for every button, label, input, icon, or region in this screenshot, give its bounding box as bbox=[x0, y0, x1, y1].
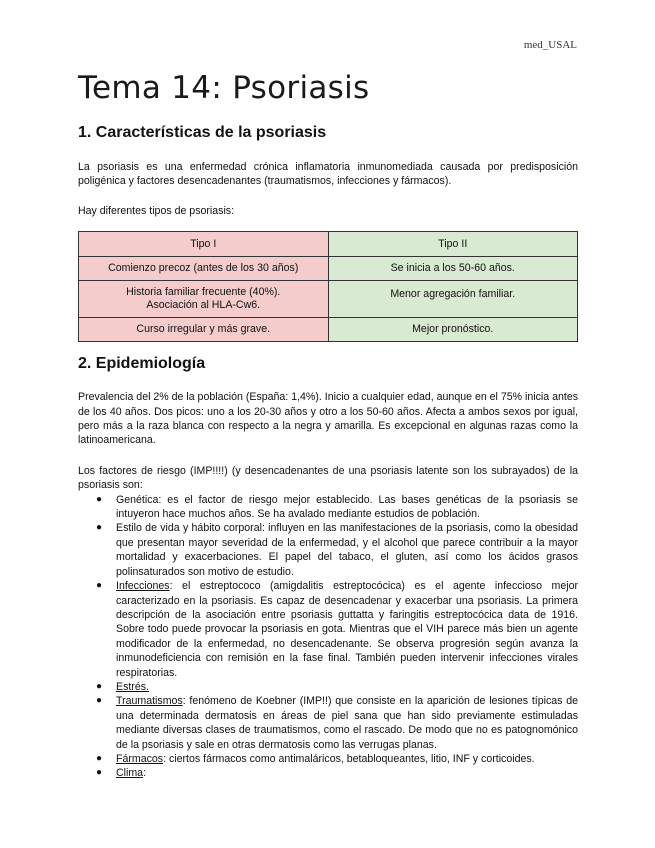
prevalence-paragraph: Prevalencia del 2% de la población (España: 1,4%). Inicio a cualquier edad, aunque en el 75% inicia antes de los 40 años. Dos picos: uno a los 20-30 años y otro a los 50-60 años. Afecta a ambos sexos por igual, pero más a la raza blanca con respecto a la negra y amarilla. Es excepcional en algunas razas como la latinoamericana. bbox=[78, 391, 579, 447]
bullet-text: : fenómeno de Koebner (IMP!!) que consiste en la aparición de lesiones típicas de una determinada dermatosis en áreas de piel sana que han sido previamente estimuladas mediante diversas clases de traumatismos, como el rascado. De modo que no es patognomónico de la psoriasis y sale en otras dermatosis como las verrugas planas. bbox=[116, 695, 578, 751]
bullet-text: : ciertos fármacos como antimaláricos, betabloqueantes, litio, INF y corticoides. bbox=[163, 752, 535, 765]
bullet-icon: ● bbox=[96, 767, 103, 779]
table-header-cell: Tipo II bbox=[328, 232, 578, 257]
list-item bbox=[78, 694, 578, 752]
section1-heading: 1. Características de la psoriasis bbox=[78, 124, 327, 141]
bullet-text: : bbox=[143, 767, 147, 780]
table-cell-line: Asociación al HLA-Cw6. bbox=[146, 299, 261, 312]
bullet-text: : el estreptococo (amigdalitis estreptocócica) es el agente infeccioso mejor caracterizado en la psoriasis. Es capaz de desencadenar y exacerbar una psoriasis. La primera descripción de la asociación entre psoriasis guttatta y faringitis estreptocócica data de 1916. Sobre todo puede provocar la psoriasis en gota. Mientras que el VIH parece más bien un agente modificador de la enfermedad, no desencadenante. Se observa progresión según avanza la inmunodeficiencia con remisión en la fase final. También pueden intervenir infecciones virales respiratorias. bbox=[116, 580, 578, 679]
psoriasis-types-table bbox=[78, 231, 578, 342]
bullet-label: Genética bbox=[116, 493, 159, 506]
bullet-icon: ● bbox=[96, 695, 103, 707]
bullet-text: : influyen en las manifestaciones de la psoriasis, como la obesidad que presentan mayor severidad de la enfermedad, y el alcohol que parece contribuir a la mayor mortalidad y exacerbaciones. El papel del tabaco, el gluten, así como los ácidos grasos polinsaturados son motivo de estudio. bbox=[116, 522, 578, 578]
section2-heading: 2. Epidemiología bbox=[78, 355, 206, 373]
site-label: med_USAL bbox=[523, 39, 577, 51]
list-item bbox=[78, 680, 578, 694]
bullet-label: Estilo de vida y hábito corporal bbox=[116, 522, 262, 535]
bullet-icon: ● bbox=[96, 522, 103, 534]
bullet-icon: ● bbox=[96, 752, 103, 764]
bullet-icon: ● bbox=[96, 493, 103, 505]
types-intro: Hay diferentes tipos de psoriasis: bbox=[78, 204, 235, 217]
table-row bbox=[79, 318, 578, 342]
risk-factors-list bbox=[78, 493, 578, 781]
table-cell: Curso irregular y más grave. bbox=[79, 318, 329, 342]
list-item bbox=[78, 766, 578, 780]
table-row bbox=[79, 281, 578, 318]
table-cell bbox=[79, 281, 329, 318]
document-body bbox=[78, 70, 578, 781]
bullet-label: Fármacos bbox=[116, 752, 164, 765]
table-header-row bbox=[79, 232, 578, 257]
list-item bbox=[78, 752, 578, 766]
table-header-cell: Tipo I bbox=[79, 232, 329, 257]
list-item bbox=[78, 493, 578, 522]
table-cell: Comienzo precoz (antes de los 30 años) bbox=[79, 257, 329, 281]
bullet-icon: ● bbox=[96, 580, 103, 592]
section1-intro: La psoriasis es una enfermedad crónica inflamatoria inmunomediada causada por predisposición poligénica y factores desencadenantes (traumatismos, infecciones y fármacos). bbox=[78, 161, 578, 188]
bullet-label: Estrés. bbox=[116, 680, 149, 693]
bullet-text: : es el factor de riesgo mejor establecido. Las bases genéticas de la psoriasis se intuyeron hace muchos años. Se ha avalado mediante estudios de población. bbox=[116, 493, 578, 521]
bullet-icon: ● bbox=[96, 680, 103, 692]
bullet-label: Infecciones bbox=[116, 580, 170, 593]
table-cell: Se inicia a los 50-60 años. bbox=[328, 257, 578, 281]
page-title: Tema 14: Psoriasis bbox=[78, 70, 370, 106]
table-cell: Mejor pronóstico. bbox=[328, 318, 578, 342]
table-cell-line: Historia familiar frecuente (40%). bbox=[126, 286, 281, 299]
risk-factors-intro: Los factores de riesgo (IMP!!!!) (y desencadenantes de una psoriasis latente son los subrayados) de la psoriasis son: bbox=[78, 464, 578, 492]
bullet-label: Clima bbox=[116, 767, 144, 780]
table-cell: Menor agregación familiar. bbox=[328, 281, 578, 318]
list-item bbox=[78, 521, 578, 579]
list-item bbox=[78, 579, 578, 680]
bullet-label: Traumatismos bbox=[116, 695, 183, 708]
table-row bbox=[79, 257, 578, 281]
